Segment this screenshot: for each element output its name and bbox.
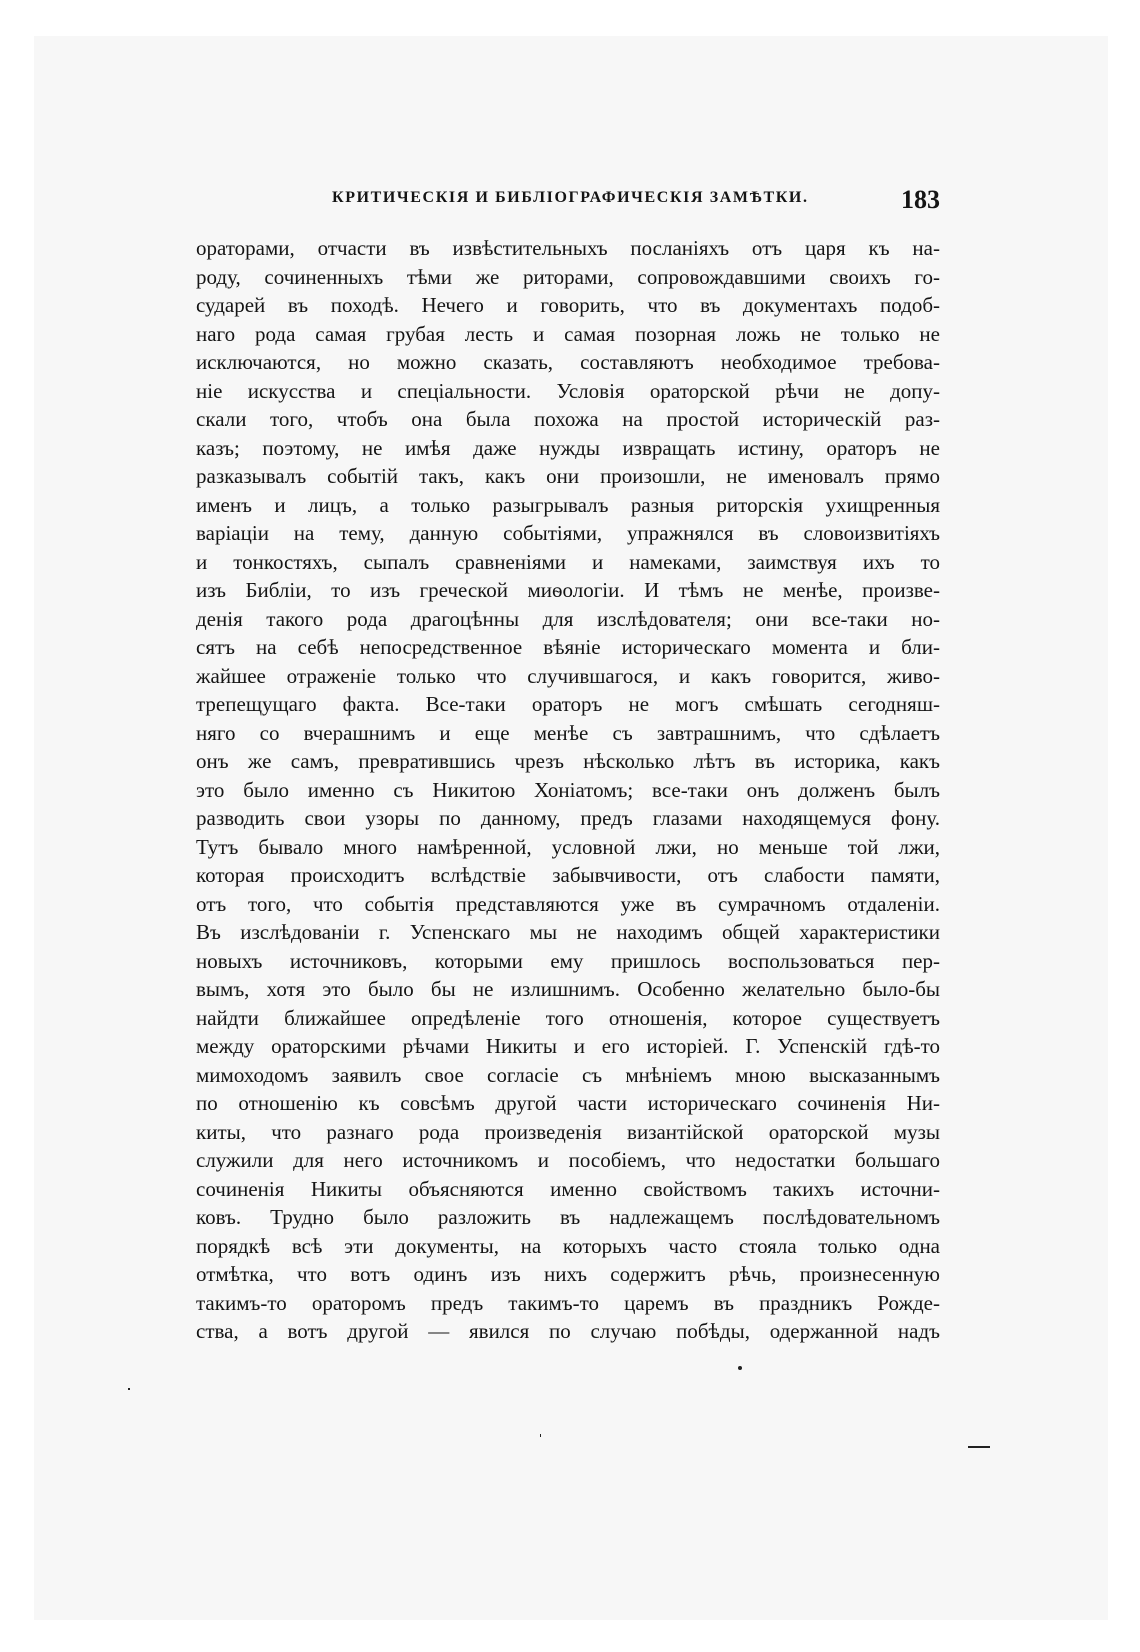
text-line: отъ того, что событія представляются уже въ сумрачномъ отдаленіи. (196, 891, 940, 916)
text-line: это было именно съ Никитою Хоніатомъ; все-таки онъ долженъ былъ (196, 777, 940, 802)
text-line: новыхъ источниковъ, которыми ему пришлось воспользоваться пер- (196, 948, 940, 973)
scan-speck (968, 1446, 990, 1448)
text-line: наго рода самая грубая лесть и самая позорная ложь не только не (196, 321, 940, 346)
text-line: сударей въ походѣ. Нечего и говорить, что въ документахъ подоб- (196, 293, 940, 317)
text-line: ніе искусства и спеціальности. Условія ораторской рѣчи не допу- (196, 378, 940, 403)
running-head: КРИТИЧЕСКІЯ И БИБЛІОГРАФИЧЕСКІЯ ЗАМѢТКИ. (332, 189, 809, 206)
text-line: ства, а вотъ другой — явился по случаю побѣды, одержанной надъ (196, 1319, 940, 1343)
text-line: разказывалъ событій такъ, какъ они произошли, не именовалъ прямо (196, 464, 940, 488)
scan-speck (128, 1388, 130, 1390)
text-line: казъ; поэтому, не имѣя даже нужды извращать истину, ораторъ не (196, 435, 940, 460)
page-header (196, 185, 940, 215)
scan-speck (540, 1434, 541, 1437)
text-line: жайшее отраженіе только что случившагося, и какъ говорится, живо- (196, 663, 940, 688)
text-line: отмѣтка, что вотъ одинъ изъ нихъ содержитъ рѣчь, произнесенную (196, 1262, 940, 1286)
text-line: мимоходомъ заявилъ свое согласіе съ мнѣніемъ мною высказаннымъ (196, 1062, 940, 1087)
text-line: денія такого рода драгоцѣнны для изслѣдователя; они все-таки но- (196, 606, 940, 631)
text-line: найдти ближайшее опредѣленіе того отношенія, которое существуетъ (196, 1005, 940, 1030)
text-line: разводить свои узоры по данному, предъ глазами находящемуся фону. (196, 806, 940, 830)
text-line: трепещущаго факта. Все-таки ораторъ не могъ смѣшать сегодняш- (196, 692, 940, 716)
text-line: которая происходитъ вслѣдствіе забывчивости, отъ слабости памяти, (196, 863, 940, 887)
scan-speck (738, 1366, 742, 1370)
text-line: Тутъ бывало много намѣренной, условной лжи, но меньше той лжи, (196, 834, 940, 859)
text-line: варіаціи на тему, данную событіями, упражнялся въ словоизвитіяхъ (196, 521, 940, 545)
text-line: именъ и лицъ, а только разыгрывалъ разныя риторскія ухищренныя (196, 492, 940, 517)
body-text (196, 234, 940, 1346)
text-line: вымъ, хотя это было бы не излишнимъ. Особенно желательно было-бы (196, 977, 940, 1001)
text-line: сятъ на себѣ непосредственное вѣяніе историческаго момента и бли- (196, 635, 940, 659)
text-line: по отношенію къ совсѣмъ другой части историческаго сочиненія Ни- (196, 1091, 940, 1115)
text-line: сочиненія Никиты объясняются именно свойствомъ такихъ источни- (196, 1176, 940, 1201)
text-line: скали того, чтобъ она была похожа на простой историческій раз- (196, 407, 940, 431)
text-line: между ораторскими рѣчами Никиты и его исторіей. Г. Успенскій гдѣ-то (196, 1034, 940, 1058)
text-line: киты, что разнаго рода произведенія византійской ораторской музы (196, 1119, 940, 1144)
text-line: изъ Библіи, то изъ греческой миѳологіи. И тѣмъ не менѣе, произве- (196, 578, 940, 602)
text-line: роду, сочиненныхъ тѣми же риторами, сопровождавшими своихъ го- (196, 264, 940, 289)
page-number: 183 (901, 185, 940, 214)
text-line: исключаются, но можно сказать, составляютъ необходимое требова- (196, 350, 940, 374)
text-line: такимъ-то ораторомъ предъ такимъ-то царемъ въ праздникъ Рожде- (196, 1290, 940, 1315)
text-line: и тонкостяхъ, сыпалъ сравненіями и намеками, заимствуя ихъ то (196, 549, 940, 574)
text-line: ораторами, отчасти въ извѣстительныхъ посланіяхъ отъ царя къ на- (196, 236, 940, 260)
text-line: ковъ. Трудно было разложить въ надлежащемъ послѣдовательномъ (196, 1205, 940, 1229)
text-line: няго со вчерашнимъ и еще менѣе съ завтрашнимъ, что сдѣлаетъ (196, 720, 940, 745)
text-line: порядкѣ всѣ эти документы, на которыхъ часто стояла только одна (196, 1233, 940, 1258)
text-line: служили для него источникомъ и пособіемъ, что недостатки большаго (196, 1148, 940, 1172)
text-line: онъ же самъ, превратившись чрезъ нѣсколько лѣтъ въ историка, какъ (196, 749, 940, 773)
text-line: Въ изслѣдованіи г. Успенскаго мы не находимъ общей характеристики (196, 920, 940, 944)
